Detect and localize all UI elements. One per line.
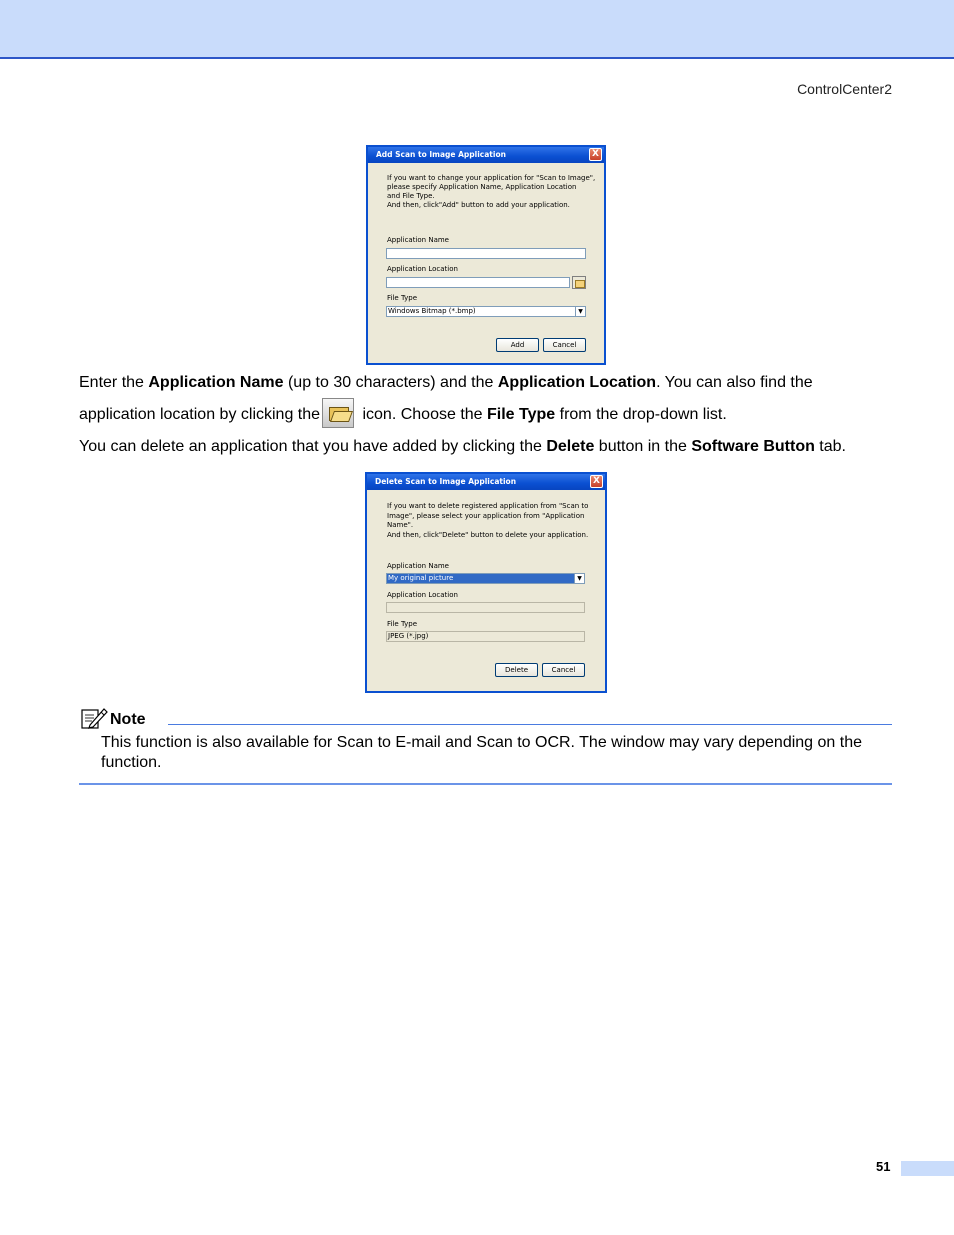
text: icon. Choose the <box>358 406 487 424</box>
text: application location by clicking the <box>79 406 321 424</box>
application-name-label: Application Name <box>387 236 449 244</box>
text: (up to 30 characters) and the <box>283 374 498 391</box>
delete-application-dialog <box>365 472 607 693</box>
cancel-button[interactable]: Cancel <box>542 663 585 677</box>
add-button[interactable]: Add <box>496 338 539 352</box>
page-number: 51 <box>876 1159 891 1174</box>
dialog-title-bar <box>368 147 604 163</box>
application-name-input[interactable] <box>386 248 586 259</box>
application-name-value: My original picture <box>388 574 454 582</box>
term-delete: Delete <box>546 438 595 455</box>
cancel-button[interactable]: Cancel <box>543 338 586 352</box>
close-icon[interactable]: X <box>589 148 602 161</box>
term-file-type: File Type <box>487 406 556 424</box>
page-tab-marker <box>901 1161 954 1176</box>
dialog-title-bar <box>367 474 605 490</box>
paragraph-1-line-2 <box>79 400 727 430</box>
term-application-name: Application Name <box>148 374 284 391</box>
add-application-dialog <box>366 145 606 365</box>
term-software-button: Software Button <box>691 438 815 455</box>
note-divider <box>168 724 892 725</box>
text: from the drop-down list. <box>555 406 727 424</box>
close-icon[interactable]: X <box>590 475 603 488</box>
delete-button[interactable]: Delete <box>495 663 538 677</box>
dialog-instructions: If you want to change your application for "Scan to Image", please specify Application Name, Application Location and File Type. And then, click"Add" button to add your application. <box>387 174 596 209</box>
file-type-value: Windows Bitmap (*.bmp) <box>388 307 476 315</box>
browse-folder-button[interactable] <box>572 276 586 289</box>
paragraph-1-line-1 <box>79 373 813 393</box>
text: . You can also find the <box>656 374 813 391</box>
text: You can delete an application that you have added by clicking the <box>79 438 547 455</box>
dialog-title: Delete Scan to Image Application <box>375 477 517 486</box>
chevron-down-icon: ▼ <box>575 307 585 316</box>
note-title: Note <box>110 711 146 728</box>
paragraph-2 <box>79 437 846 457</box>
application-name-dropdown[interactable] <box>386 573 585 584</box>
file-type-label: File Type <box>387 294 418 302</box>
dialog-title: Add Scan to Image Application <box>376 150 506 159</box>
application-name-label: Application Name <box>387 562 449 570</box>
application-location-field <box>386 602 585 613</box>
note-bottom-rule <box>79 783 892 785</box>
application-location-label: Application Location <box>387 265 458 273</box>
note-body: This function is also available for Scan to E-mail and Scan to OCR. The window may vary depending on the function. <box>101 734 862 771</box>
dialog-instructions: If you want to delete registered application from "Scan to Image", please select your application from "Application Name". And then, click"Delete" button to delete your application. <box>387 502 589 539</box>
top-header-band <box>0 0 954 59</box>
term-application-location: Application Location <box>497 374 657 391</box>
text: tab. <box>814 438 846 455</box>
application-location-input[interactable] <box>386 277 570 288</box>
running-head: ControlCenter2 <box>797 81 892 97</box>
application-location-label: Application Location <box>387 591 458 599</box>
text: button in the <box>594 438 692 455</box>
file-type-label: File Type <box>387 620 418 628</box>
chevron-down-icon: ▼ <box>574 574 584 583</box>
note-pencil-icon <box>80 706 108 730</box>
text: Enter the <box>79 374 149 391</box>
folder-icon <box>575 280 585 288</box>
file-type-dropdown[interactable] <box>386 306 586 317</box>
file-type-field: JPEG (*.jpg) <box>386 631 585 642</box>
browse-folder-icon <box>322 398 354 428</box>
